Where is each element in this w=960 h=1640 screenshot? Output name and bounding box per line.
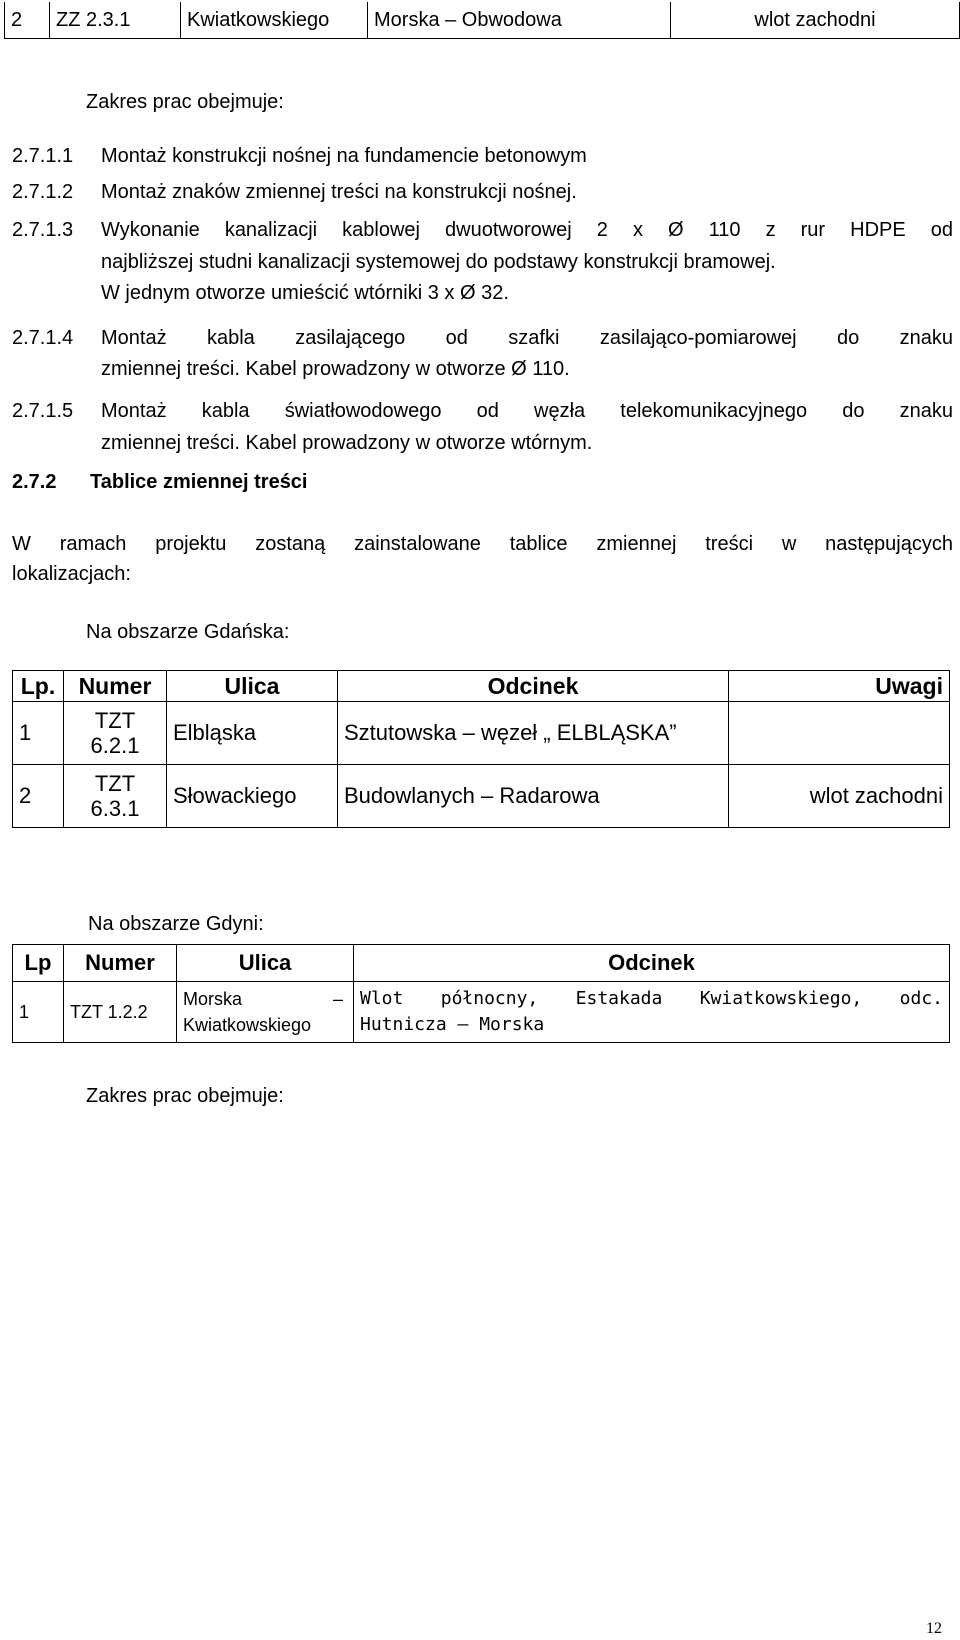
gdynia-table bbox=[12, 944, 950, 1043]
scope-heading: Zakres prac obejmuje: bbox=[86, 1085, 284, 1107]
table-row bbox=[13, 765, 950, 828]
cell-street bbox=[177, 982, 354, 1043]
top-table bbox=[4, 2, 960, 39]
cell-lp: 2 bbox=[13, 765, 64, 828]
table-header-row bbox=[13, 945, 950, 982]
section-number: 2.7.2 bbox=[12, 471, 57, 493]
number-prefix: TZT bbox=[94, 708, 136, 733]
gdynia-heading: Na obszarze Gdyni: bbox=[88, 913, 264, 935]
cell-lp: 2 bbox=[5, 2, 50, 39]
header-section: Odcinek bbox=[354, 945, 950, 982]
cell-section: Sztutowska – węzeł „ ELBLĄSKA” bbox=[338, 702, 729, 765]
street-line: Morska – bbox=[183, 989, 343, 1009]
table-header-row bbox=[13, 671, 950, 702]
cell-street: Słowackiego bbox=[167, 765, 338, 828]
table-row bbox=[5, 2, 960, 39]
header-street: Ulica bbox=[177, 945, 354, 982]
section-title: Tablice zmiennej treści bbox=[90, 471, 308, 493]
item-text: Montaż znaków zmiennej treści na konstrukcji nośnej. bbox=[101, 181, 577, 203]
section-line: Wlot północny, Estakada Kwiatkowskiego, odc. bbox=[360, 988, 943, 1009]
number-code: 6.3.1 bbox=[90, 796, 140, 821]
paragraph: lokalizacjach: bbox=[12, 563, 131, 585]
item-text: Montaż kabla zasilającego od szafki zasilająco-pomiarowej do znaku bbox=[101, 327, 953, 349]
item-number: 2.7.1.4 bbox=[12, 327, 74, 349]
item-text: zmiennej treści. Kabel prowadzony w otworze wtórnym. bbox=[101, 432, 593, 454]
cell-number bbox=[64, 702, 167, 765]
header-lp: Lp bbox=[13, 945, 64, 982]
item-text: W jednym otworze umieścić wtórniki 3 x Ø 32. bbox=[101, 282, 509, 304]
item-text: zmiennej treści. Kabel prowadzony w otworze Ø 110. bbox=[101, 358, 570, 380]
header-remarks: Uwagi bbox=[729, 671, 950, 702]
cell-remarks: wlot zachodni bbox=[729, 765, 950, 828]
item-text: najbliższej studni kanalizacji systemowej do podstawy konstrukcji bramowej. bbox=[101, 251, 776, 273]
cell-section bbox=[354, 982, 950, 1043]
item-number: 2.7.1.1 bbox=[12, 145, 74, 167]
number-prefix: TZT bbox=[94, 771, 136, 796]
header-number: Numer bbox=[64, 671, 167, 702]
table-row bbox=[13, 702, 950, 765]
item-text: Montaż konstrukcji nośnej na fundamencie betonowym bbox=[101, 145, 587, 167]
page-number: 12 bbox=[926, 1620, 942, 1637]
item-number: 2.7.1.5 bbox=[12, 400, 74, 422]
cell-number bbox=[64, 765, 167, 828]
item-number: 2.7.1.2 bbox=[12, 181, 74, 203]
cell-remarks: wlot zachodni bbox=[671, 2, 960, 39]
cell-number: ZZ 2.3.1 bbox=[50, 2, 181, 39]
cell-street: Elbląska bbox=[167, 702, 338, 765]
cell-number: TZT 1.2.2 bbox=[64, 982, 177, 1043]
header-lp: Lp. bbox=[13, 671, 64, 702]
item-text: Montaż kabla światłowodowego od węzła telekomunikacyjnego do znaku bbox=[101, 400, 953, 422]
table-row bbox=[13, 982, 950, 1043]
gdansk-heading: Na obszarze Gdańska: bbox=[86, 621, 290, 643]
header-section: Odcinek bbox=[338, 671, 729, 702]
section-line: Hutnicza – Morska bbox=[360, 1014, 545, 1035]
scope-heading: Zakres prac obejmuje: bbox=[86, 91, 284, 113]
header-number: Numer bbox=[64, 945, 177, 982]
cell-lp: 1 bbox=[13, 702, 64, 765]
item-text: Wykonanie kanalizacji kablowej dwuotworowej 2 x Ø 110 z rur HDPE od bbox=[101, 219, 953, 241]
cell-remarks bbox=[729, 702, 950, 765]
number-code: 6.2.1 bbox=[90, 733, 140, 758]
item-number: 2.7.1.3 bbox=[12, 219, 74, 241]
cell-section: Morska – Obwodowa bbox=[368, 2, 671, 39]
cell-section: Budowlanych – Radarowa bbox=[338, 765, 729, 828]
gdansk-table bbox=[12, 670, 950, 828]
cell-lp: 1 bbox=[13, 982, 64, 1043]
header-street: Ulica bbox=[167, 671, 338, 702]
paragraph: W ramach projektu zostaną zainstalowane tablice zmiennej treści w następujących bbox=[12, 533, 953, 555]
street-line: Kwiatkowskiego bbox=[183, 1015, 312, 1035]
cell-street: Kwiatkowskiego bbox=[181, 2, 368, 39]
